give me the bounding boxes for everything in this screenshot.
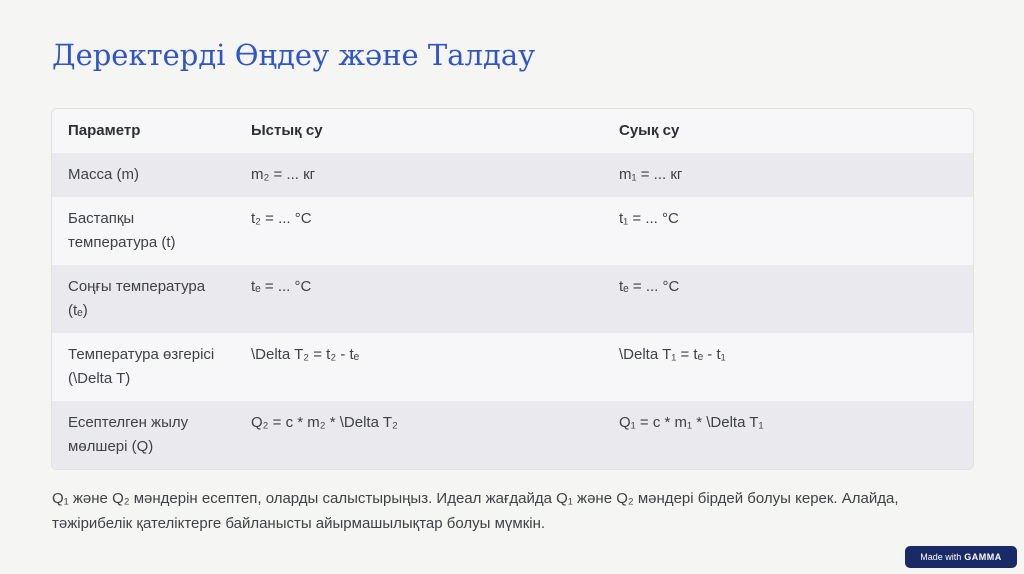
cell-hot: tₑ = ... °C (251, 278, 312, 295)
header-hot-water: Ыстық су (251, 122, 323, 139)
made-with-gamma-badge[interactable] (905, 546, 1017, 568)
table-row (52, 333, 973, 401)
gamma-logo: GAMMA (964, 552, 1002, 562)
cell-cold: t₁ = ... °C (619, 210, 679, 227)
cell-cold: \Delta T₁ = tₑ - t₁ (619, 346, 726, 363)
table-row (52, 153, 973, 197)
cell-parameter: Бастапқы температура (t) (68, 210, 176, 251)
cell-cold: Q₁ = c * m₁ * \Delta T₁ (619, 414, 764, 431)
cell-hot: Q₂ = c * m₂ * \Delta T₂ (251, 414, 398, 431)
table-row (52, 401, 973, 469)
cell-cold: tₑ = ... °C (619, 278, 680, 295)
page-title: Деректерді Өңдеу және Талдау (52, 38, 536, 72)
cell-parameter: Соңғы температура (tₑ) (68, 278, 206, 319)
cell-cold: m₁ = ... кг (619, 166, 683, 183)
cell-parameter: Есептелген жылу мөлшері (Q) (68, 414, 189, 455)
badge-prefix: Made with (920, 552, 962, 562)
cell-hot: t₂ = ... °C (251, 210, 312, 227)
cell-hot: \Delta T₂ = t₂ - tₑ (251, 346, 360, 363)
cell-hot: m₂ = ... кг (251, 166, 316, 183)
header-cold-water: Суық су (619, 122, 680, 139)
cell-parameter: Температура өзгерісі (\Delta T) (68, 346, 215, 387)
explanation-text: Q₁ және Q₂ мәндерін есептеп, оларды салыстырыңыз. Идеал жағдайда Q₁ және Q₂ мәндері бірдей болуы керек. Алайда, тәжірибелік қателіктерге байланысты айырмашылықтар болуы мүмкін. (52, 490, 899, 532)
table-row (52, 265, 973, 333)
table-header-row (52, 109, 973, 153)
header-parameter: Параметр (68, 122, 141, 139)
data-table (51, 108, 974, 470)
table-row (52, 197, 973, 265)
cell-parameter: Масса (m) (68, 166, 140, 183)
